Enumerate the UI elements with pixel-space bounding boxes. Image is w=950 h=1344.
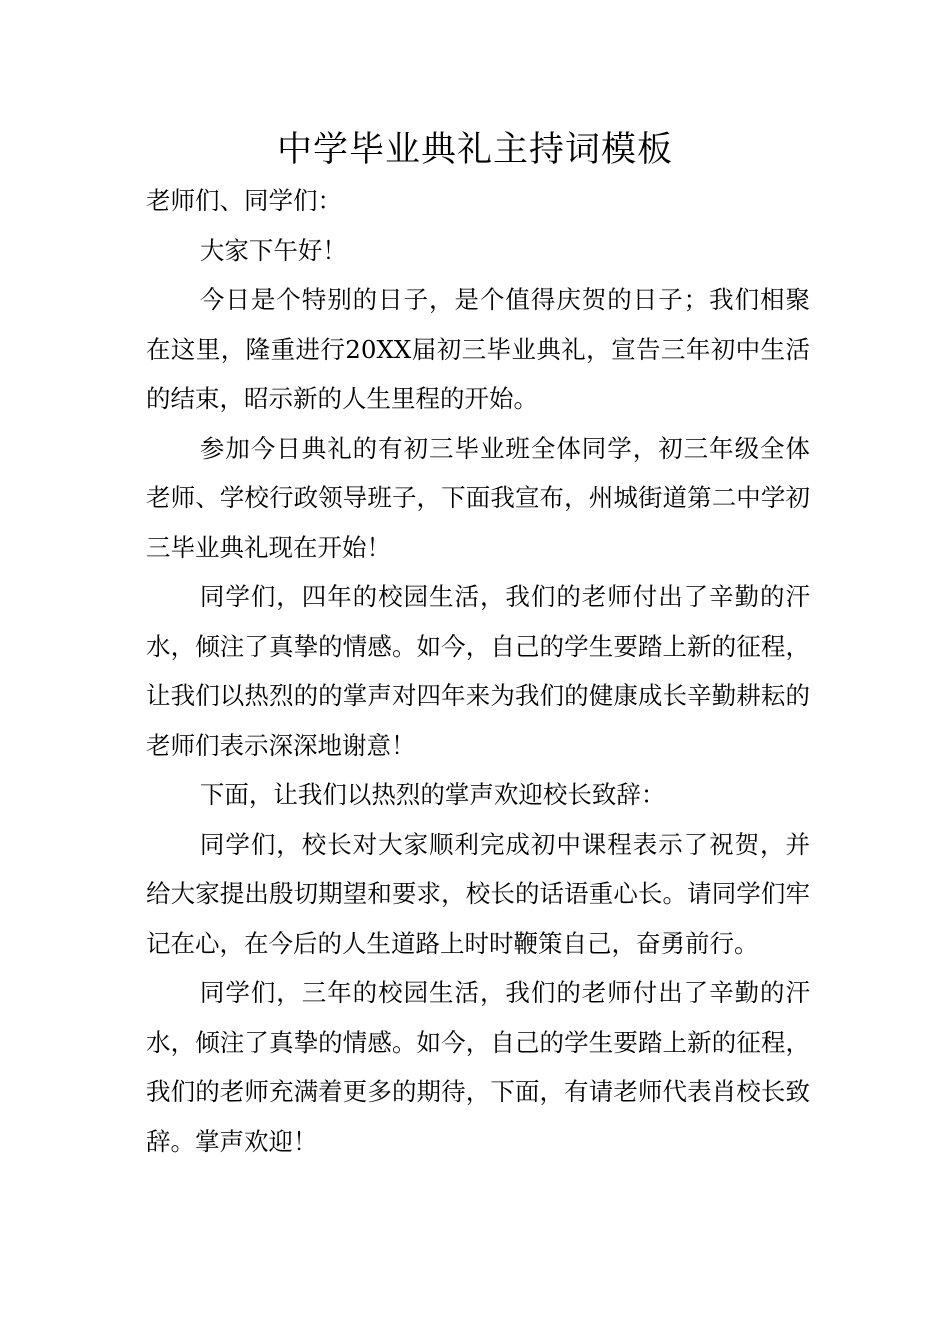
paragraph-greeting: 大家下午好！: [199, 235, 347, 265]
salutation: 老师们、同学们：: [146, 186, 342, 215]
document-body: [146, 176, 810, 1166]
paragraph-attendees: 参加今日典礼的有初三毕业班全体同学，初三年级全体老师、学校行政领导班子，下面我宣布，州城街道第二中学初三毕业典礼现在开始！: [146, 433, 810, 562]
paragraph-teacher-representative: 同学们，三年的校园生活，我们的老师付出了辛勤的汗水，倾注了真挚的情感。如今，自己的学生要踏上新的征程，我们的老师充满着更多的期待，下面，有请老师代表肖校长致辞。掌声欢迎！: [146, 978, 810, 1156]
paragraph-principal-intro: 下面，让我们以热烈的掌声欢迎校长致辞：: [199, 780, 666, 809]
document-title: 中学毕业典礼主持词模板: [276, 130, 673, 170]
paragraph-thanks-teachers: 同学们，四年的校园生活，我们的老师付出了辛勤的汗水，倾注了真挚的情感。如今，自己的学生要踏上新的征程，让我们以热烈的的掌声对四年来为我们的健康成长辛勤耕耘的老师们表示深深地谢意！: [146, 582, 810, 760]
paragraph-opening: 今日是个特别的日子，是个值得庆贺的日子；我们相聚在这里，隆重进行20XX届初三毕业典礼，宣告三年初中生活的结束，昭示新的人生里程的开始。: [146, 285, 810, 413]
paragraph-principal-summary: 同学们，校长对大家顺利完成初中课程表示了祝贺，并给大家提出殷切期望和要求，校长的话语重心长。请同学们牢记在心，在今后的人生道路上时时鞭策自己，奋勇前行。: [146, 829, 810, 958]
